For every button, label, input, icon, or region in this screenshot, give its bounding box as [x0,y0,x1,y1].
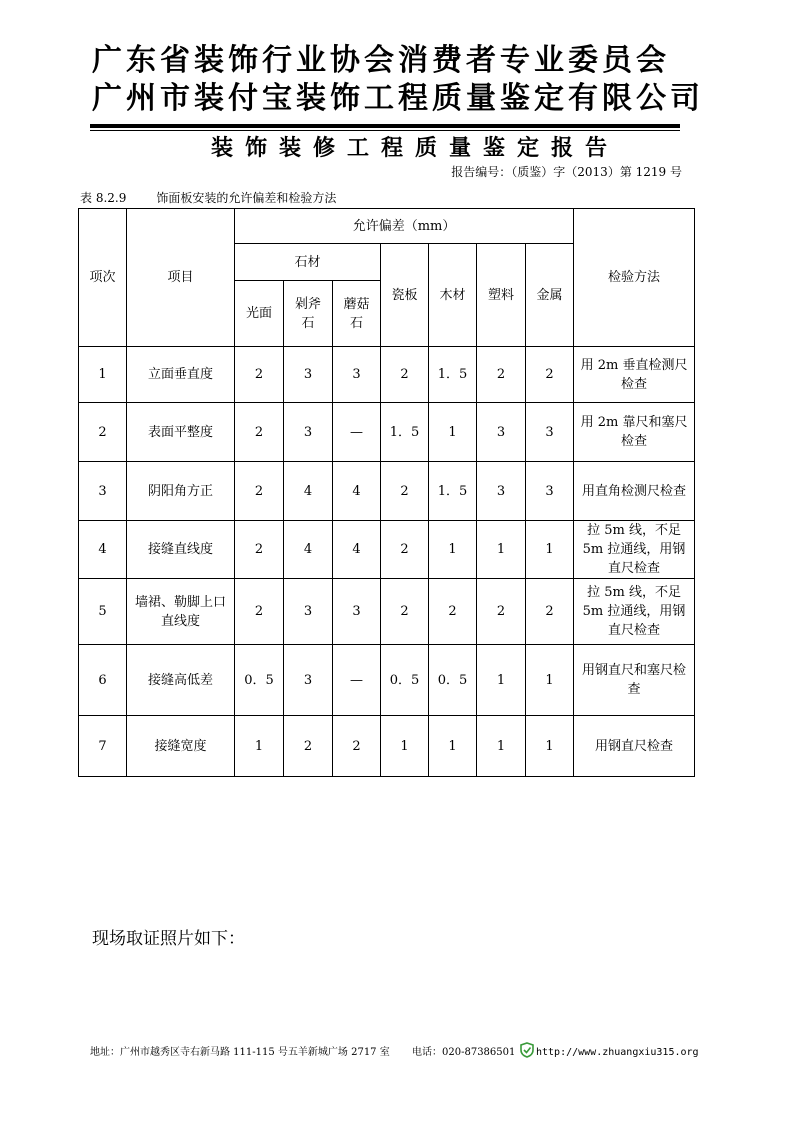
row-polished: 2 [235,579,284,645]
row-plastic: 3 [477,462,526,521]
header-wood: 木材 [429,244,477,347]
row-plastic: 1 [477,716,526,777]
row-ceramic: 0．5 [381,645,429,716]
row-metal: 3 [526,403,574,462]
row-wood: 0．5 [429,645,477,716]
row-metal: 1 [526,645,574,716]
row-metal: 1 [526,716,574,777]
row-polished: 2 [235,347,284,403]
row-chopped: 2 [284,716,333,777]
row-wood: 1 [429,403,477,462]
row-no: 5 [79,579,127,645]
row-mushroom: 4 [333,462,381,521]
header-chopped [284,281,333,347]
row-plastic: 3 [477,403,526,462]
row-ceramic: 2 [381,579,429,645]
row-chopped: 3 [284,645,333,716]
header-chopped-l1: 剁斧 [294,296,321,312]
row-no: 1 [79,347,127,403]
shield-check-icon [520,1042,534,1058]
row-ceramic: 1．5 [381,403,429,462]
row-mushroom: — [333,403,381,462]
row-polished: 1 [235,716,284,777]
row-item: 墙裙、勒脚上口直线度 [127,579,235,645]
header-item: 项目 [127,209,235,347]
row-metal: 2 [526,347,574,403]
table-caption [80,190,336,206]
header-mushroom-l1: 蘑菇 [343,296,370,312]
footer-phone: 电话：020-87386501 [412,1047,516,1058]
row-chopped: 4 [284,521,333,579]
table-caption-title: 饰面板安装的允许偏差和检验方法 [156,191,337,205]
table-row [79,645,695,716]
header-stone: 石材 [235,244,381,281]
row-mushroom: 2 [333,716,381,777]
row-method: 拉 5m 线，不足 5m 拉通线，用钢直尺检查 [574,521,695,579]
row-method: 用钢直尺和塞尺检查 [574,645,695,716]
photo-caption: 现场取证照片如下： [92,929,245,949]
row-metal: 3 [526,462,574,521]
table-row [79,403,695,462]
row-polished: 2 [235,521,284,579]
row-ceramic: 2 [381,462,429,521]
deviation-table [78,208,695,777]
row-no: 7 [79,716,127,777]
row-wood: 1 [429,716,477,777]
header-polished: 光面 [235,281,284,347]
row-ceramic: 2 [381,347,429,403]
row-method: 用 2m 靠尺和塞尺检查 [574,403,695,462]
row-method: 拉 5m 线，不足 5m 拉通线，用钢直尺检查 [574,579,695,645]
report-title: 装饰装修工程质量鉴定报告 [210,136,619,161]
row-no: 2 [79,403,127,462]
table-row [79,716,695,777]
row-plastic: 2 [477,347,526,403]
footer-address: 地址：广州市越秀区寺右新马路 111-115 号五羊新城广场 2717 室 [90,1047,390,1058]
row-method: 用钢直尺检查 [574,716,695,777]
header-mushroom [333,281,381,347]
row-item: 接缝直线度 [127,521,235,579]
row-ceramic: 2 [381,521,429,579]
row-item: 表面平整度 [127,403,235,462]
row-mushroom: 3 [333,579,381,645]
row-polished: 0．5 [235,645,284,716]
table-row [79,462,695,521]
row-polished: 2 [235,462,284,521]
row-plastic: 2 [477,579,526,645]
report-number: 报告编号：（质鉴）字（2013）第 1219 号 [451,165,682,179]
org-name-line2: 广州市装付宝装饰工程质量鉴定有限公司 [92,81,704,116]
row-metal: 1 [526,521,574,579]
row-item: 立面垂直度 [127,347,235,403]
row-wood: 1．5 [429,347,477,403]
header-metal: 金属 [526,244,574,347]
table-caption-number: 表 8.2.9 [80,191,127,205]
row-wood: 1 [429,521,477,579]
row-chopped: 3 [284,347,333,403]
header-chopped-l2: 石 [301,315,315,331]
row-no: 6 [79,645,127,716]
header-method: 检验方法 [574,209,695,347]
header-plastic: 塑料 [477,244,526,347]
row-chopped: 4 [284,462,333,521]
row-no: 3 [79,462,127,521]
header-allowed-deviation: 允许偏差（mm） [235,209,574,244]
row-item: 接缝宽度 [127,716,235,777]
footer-website[interactable]: http://www.zhuangxiu315.org [536,1047,699,1058]
row-metal: 2 [526,579,574,645]
row-mushroom: 3 [333,347,381,403]
table-row [79,579,695,645]
row-method: 用直角检测尺检查 [574,462,695,521]
table-row [79,521,695,579]
row-plastic: 1 [477,645,526,716]
row-chopped: 3 [284,579,333,645]
row-mushroom: 4 [333,521,381,579]
row-no: 4 [79,521,127,579]
row-wood: 1．5 [429,462,477,521]
header-ceramic: 瓷板 [381,244,429,347]
header-rule-thick [90,124,680,128]
row-polished: 2 [235,403,284,462]
row-plastic: 1 [477,521,526,579]
row-chopped: 3 [284,403,333,462]
row-mushroom: — [333,645,381,716]
header-rule-thin [90,130,680,131]
row-item: 阴阳角方正 [127,462,235,521]
row-wood: 2 [429,579,477,645]
header-item-no: 项次 [79,209,127,347]
row-method: 用 2m 垂直检测尺检查 [574,347,695,403]
org-name-line1: 广东省装饰行业协会消费者专业委员会 [92,43,670,78]
row-item: 接缝高低差 [127,645,235,716]
row-ceramic: 1 [381,716,429,777]
table-row [79,347,695,403]
header-mushroom-l2: 石 [349,315,363,331]
